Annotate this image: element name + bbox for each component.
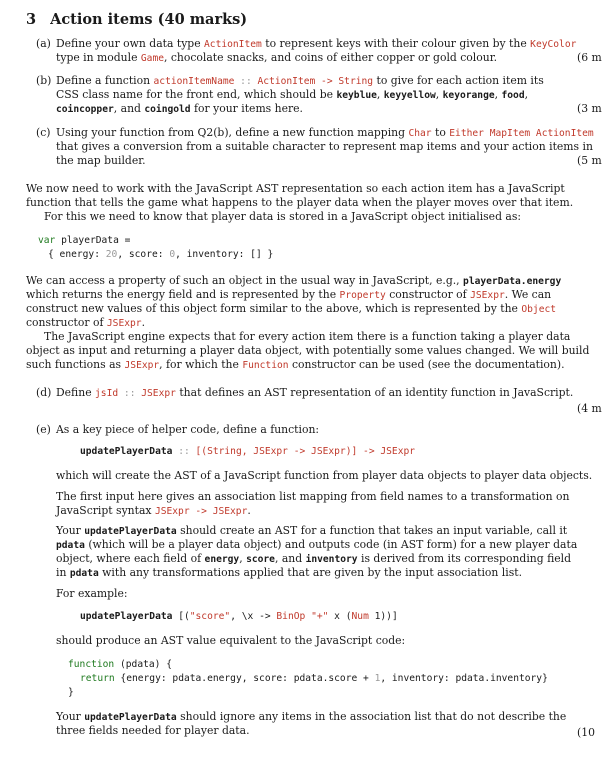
question-a-marks: (6 m	[577, 51, 602, 64]
section-heading	[26, 11, 247, 28]
question-b-marks: (3 m	[577, 102, 602, 115]
question-a: Define your own data type ActionItem to represent keys with their colour given by the KeyColor type in module Game, chocolate snacks, and coins of either copper or gold colour.	[56, 37, 577, 64]
question-d-marks: (4 m	[577, 402, 602, 415]
question-e-p5: Your updatePlayerData should ignore any items in the association list that do not describe the three fields needed for player data.	[56, 710, 567, 737]
question-d-label: (d)	[36, 386, 52, 399]
question-e-p3: Your updatePlayerData should create an AST for a function that takes an input variable, call it pdata (which will be a player data object) and outputs code (in AST form) for a new player data object, where each field of energy, score, and inventory is derived from its corresponding field in pdata with any transformations applied that are given by the input association list.	[56, 524, 578, 579]
property-paragraph: We can access a property of such an object in the usual way in JavaScript, e.g., playerData.energy which returns the energy field and is represented by the Property constructor of JSExpr. We can construct new values of this object form similar to the above, which is represented by the Object constructor of JSExpr.	[26, 274, 562, 329]
question-c: Using your function from Q2(b), define a new function mapping Char to Either MapItem ActionItem that gives a conversion from a suitable character to represent map items and your action items in the map builder.	[56, 126, 594, 167]
question-e-marks: (10	[577, 726, 595, 739]
example-code: updatePlayerData [("score", \x -> BinOp "+" x (Num 1))]	[80, 611, 398, 622]
question-e-p2: The first input here gives an association list mapping from field names to a transformation on JavaScript syntax JSExpr -> JSExpr.	[56, 490, 570, 517]
question-b: Define a function actionItemName :: ActionItem -> String to give for each action item its CSS class name for the front end, which should be keyblue, keyyellow, keyorange, food, coincopper, and coingold for your items here.	[56, 74, 544, 115]
engine-paragraph: The JavaScript engine expects that for every action item there is a function taking a player data object as input and returning a player data object, with potentially some values changed. We will build such functions as JSExpr, for which the Function constructor can be used (see the documentation).	[26, 330, 590, 371]
question-a-label: (a)	[36, 37, 51, 50]
update-player-data-signature: updatePlayerData :: [(String, JSExpr -> JSExpr)] -> JSExpr	[80, 446, 416, 457]
question-b-label: (b)	[36, 74, 52, 87]
section-number: 3	[26, 11, 37, 28]
intro-paragraph: We now need to work with the JavaScript AST representation so each action item has a JavaScript function that tells the game what happens to the player data when the player moves over that item. For this we need to know that player data is stored in a JavaScript object initialised as:	[26, 182, 574, 223]
question-e-label: (e)	[36, 423, 51, 436]
question-e-p4: should produce an AST value equivalent to the JavaScript code:	[56, 634, 406, 647]
section-title: Action items (40 marks)	[50, 11, 248, 28]
question-c-label: (c)	[36, 126, 51, 139]
question-d: Define jsId :: JSExpr that defines an AST representation of an identity function in JavaScript.	[56, 386, 574, 399]
example-label: For example:	[56, 587, 128, 600]
javascript-example-code: function (pdata) { return {energy: pdata.energy, score: pdata.score + 1, inventory: pdata.inventory} }	[68, 659, 548, 698]
question-e-intro: As a key piece of helper code, define a function:	[56, 423, 320, 436]
player-data-code: var playerData = { energy: 20, score: 0, inventory: [] }	[38, 235, 274, 260]
question-e-p1: which will create the AST of a JavaScript function from player data objects to player data objects.	[56, 469, 593, 482]
question-c-marks: (5 m	[577, 154, 602, 167]
